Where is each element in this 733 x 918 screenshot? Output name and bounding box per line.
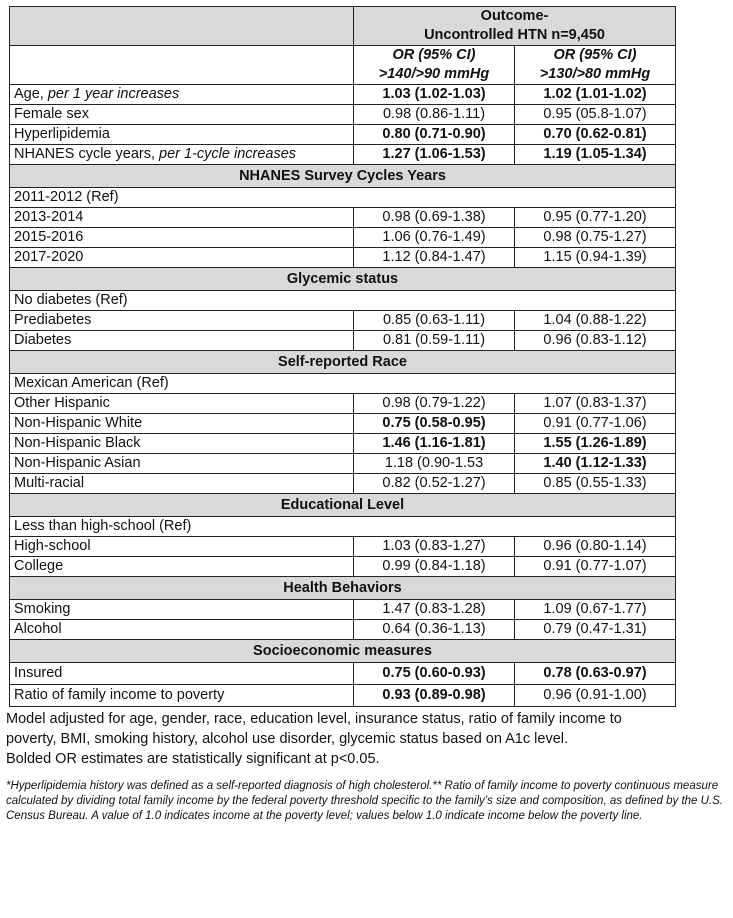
row-label: Non-Hispanic Black [10,434,354,454]
or-130-80: 1.04 (0.88-1.22) [515,311,676,331]
table-row [10,600,676,620]
row-label: Diabetes [10,331,354,351]
section-title-race: Self-reported Race [10,351,676,374]
or-130-80: 1.09 (0.67-1.77) [515,600,676,620]
footer-notes [6,709,733,769]
or-130-80: 1.15 (0.94-1.39) [515,248,676,268]
table-row [10,557,676,577]
or-130-80: 0.70 (0.62-0.81) [515,125,676,145]
reference-label: Mexican American (Ref) [10,374,676,394]
row-label: College [10,557,354,577]
table-row [10,537,676,557]
footer-line-2: poverty, BMI, smoking history, alcohol use disorder, glycemic status based on A1c level. [6,731,569,747]
or-140-90: 0.75 (0.58-0.95) [354,414,515,434]
row-label: Non-Hispanic White [10,414,354,434]
row-label [10,145,354,165]
or-130-80: 0.79 (0.47-1.31) [515,620,676,640]
or-140-90: 1.47 (0.83-1.28) [354,600,515,620]
section-header-row [10,640,676,663]
column-header-row [10,46,676,85]
or-130-80: 0.91 (0.77-1.06) [515,414,676,434]
or-130-80: 1.55 (1.26-1.89) [515,434,676,454]
row-label [10,85,354,105]
or-140-90: 0.93 (0.89-0.98) [354,685,515,707]
table-row [10,331,676,351]
or-130-80: 0.85 (0.55-1.33) [515,474,676,494]
col-header-140-90: OR (95% CI) >140/>90 mmHg [354,46,515,85]
row-label: Hyperlipidemia [10,125,354,145]
table-row [10,105,676,125]
table-row [10,208,676,228]
or-130-80: 0.96 (0.80-1.14) [515,537,676,557]
row-label: Prediabetes [10,311,354,331]
outcome-header-row [10,7,676,46]
or-130-80: 0.78 (0.63-0.97) [515,663,676,685]
or-140-90: 0.80 (0.71-0.90) [354,125,515,145]
or-140-90: 0.98 (0.69-1.38) [354,208,515,228]
row-label-qualifier: per 1-cycle increases [159,146,297,162]
reference-row [10,188,676,208]
or-140-90: 1.06 (0.76-1.49) [354,228,515,248]
table-row [10,394,676,414]
row-label: Female sex [10,105,354,125]
header-empty-cell [10,7,354,46]
or-140-90: 1.18 (0.90-1.53 [354,454,515,474]
row-label: High-school [10,537,354,557]
or-130-80: 0.96 (0.91-1.00) [515,685,676,707]
reference-label: No diabetes (Ref) [10,291,676,311]
section-title-glycemic: Glycemic status [10,268,676,291]
reference-row [10,517,676,537]
table-row [10,685,676,707]
table-row [10,414,676,434]
section-header-row [10,351,676,374]
row-label: Smoking [10,600,354,620]
table-row [10,454,676,474]
table-row [10,474,676,494]
reference-row [10,374,676,394]
or-140-90: 1.12 (0.84-1.47) [354,248,515,268]
row-label-qualifier: per 1 year increases [47,86,180,102]
row-label: Insured [10,663,354,685]
footnote: *Hyperlipidemia history was defined as a self-reported diagnosis of high cholesterol.** Ratio of family income to poverty continuous measure calculated by dividing total family income by the federal poverty threshold specific to the family’s size and composition, as defined by the U.S. Census Bureau. A value of 1.0 indicates income at the poverty level; values below 1.0 indicate income below the poverty line. [6,780,723,822]
row-label: Ratio of family income to poverty [10,685,354,707]
reference-label: 2011-2012 (Ref) [10,188,676,208]
or-140-90: 1.03 (0.83-1.27) [354,537,515,557]
odds-ratio-table [9,6,676,707]
reference-label: Less than high-school (Ref) [10,517,676,537]
or-140-90: 0.98 (0.86-1.11) [354,105,515,125]
row-label-text: NHANES cycle years, [14,146,160,162]
row-label: 2015-2016 [10,228,354,248]
or-140-90: 0.81 (0.59-1.11) [354,331,515,351]
col-header-130-80: OR (95% CI) >130/>80 mmHg [515,46,676,85]
table-row [10,620,676,640]
row-label: Other Hispanic [10,394,354,414]
section-header-row [10,494,676,517]
or-130-80: 0.95 (0.77-1.20) [515,208,676,228]
or-130-80: 0.95 (05.8-1.07) [515,105,676,125]
row-label: 2017-2020 [10,248,354,268]
section-header-row [10,165,676,188]
section-header-row [10,577,676,600]
or-130-80: 1.19 (1.05-1.34) [515,145,676,165]
or-140-90: 0.64 (0.36-1.13) [354,620,515,640]
section-header-row [10,268,676,291]
table-row [10,248,676,268]
or-140-90: 0.75 (0.60-0.93) [354,663,515,685]
table-row [10,145,676,165]
section-title-education: Educational Level [10,494,676,517]
or-130-80: 1.40 (1.12-1.33) [515,454,676,474]
row-label-text: Age, [14,86,48,102]
reference-row [10,291,676,311]
row-label: Non-Hispanic Asian [10,454,354,474]
footer-line-1: Model adjusted for age, gender, race, education level, insurance status, ratio of family income to [6,711,622,727]
section-title-cycles: NHANES Survey Cycles Years [10,165,676,188]
table-row [10,228,676,248]
or-130-80: 1.07 (0.83-1.37) [515,394,676,414]
or-140-90: 0.85 (0.63-1.11) [354,311,515,331]
sections [10,165,676,707]
footer-line-3: Bolded OR estimates are statistically significant at p<0.05. [6,751,380,767]
table-row [10,311,676,331]
outcome-header: Outcome- Uncontrolled HTN n=9,450 [354,7,676,46]
or-130-80: 0.91 (0.77-1.07) [515,557,676,577]
or-130-80: 1.02 (1.01-1.02) [515,85,676,105]
or-130-80: 0.96 (0.83-1.12) [515,331,676,351]
or-140-90: 1.46 (1.16-1.81) [354,434,515,454]
table-container [6,6,723,824]
row-label: 2013-2014 [10,208,354,228]
or-130-80: 0.98 (0.75-1.27) [515,228,676,248]
table-row [10,663,676,685]
row-label: Multi-racial [10,474,354,494]
or-140-90: 0.98 (0.79-1.22) [354,394,515,414]
or-140-90: 1.27 (1.06-1.53) [354,145,515,165]
section-title-socio: Socioeconomic measures [10,640,676,663]
or-140-90: 0.99 (0.84-1.18) [354,557,515,577]
table-row [10,85,676,105]
header-empty-cell [10,46,354,85]
table-row [10,434,676,454]
section-title-behaviors: Health Behaviors [10,577,676,600]
or-140-90: 1.03 (1.02-1.03) [354,85,515,105]
or-140-90: 0.82 (0.52-1.27) [354,474,515,494]
row-label: Alcohol [10,620,354,640]
main-rows [10,85,676,165]
table-row [10,125,676,145]
